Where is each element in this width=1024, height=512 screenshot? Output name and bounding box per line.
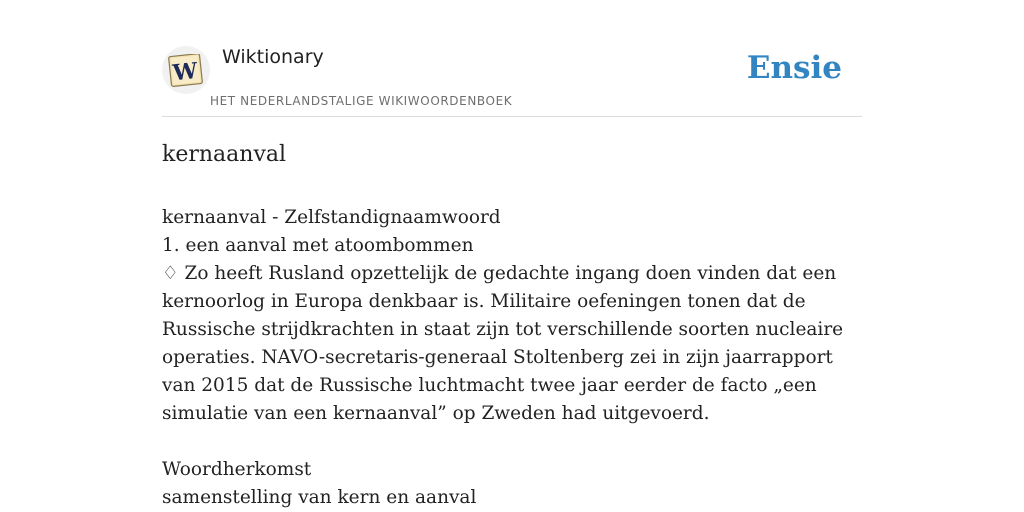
site-header [162, 44, 862, 117]
site-name[interactable]: Wiktionary [222, 46, 324, 68]
entry-content [162, 140, 862, 512]
site-tagline: HET NEDERLANDSTALIGE WIKIWOORDENBOEK [210, 94, 513, 108]
etymology-text: samenstelling van kern en aanval [162, 487, 477, 508]
logo-tile [168, 54, 204, 88]
example-quote: ♢ Zo heeft Rusland opzettelijk de gedachte ingang doen vinden dat een kernoorlog in Europa denkbaar is. Militaire oefeningen tonen dat de Russische strijdkrachten in staat zijn tot verschillende soorten nucleaire operaties. NAVO-secretaris-generaal Stoltenberg zei in zijn jaarrapport van 2015 dat de Russische luchtmacht twee jaar eerder de facto „een simulatie van een kernaanval” op Zweden had uitgevoerd. [162, 263, 844, 424]
definition: 1. een aanval met atoombommen [162, 235, 474, 256]
entry-title: kernaanval [162, 142, 287, 167]
logo-letter: W [171, 57, 199, 87]
section-spacer [162, 428, 862, 456]
wiktionary-logo-icon[interactable] [162, 46, 210, 94]
etymology-heading: Woordherkomst [162, 459, 312, 480]
ensie-brand-logo[interactable]: Ensie [746, 50, 842, 86]
headword-line: kernaanval - Zelfstandignaamwoord [162, 207, 501, 228]
